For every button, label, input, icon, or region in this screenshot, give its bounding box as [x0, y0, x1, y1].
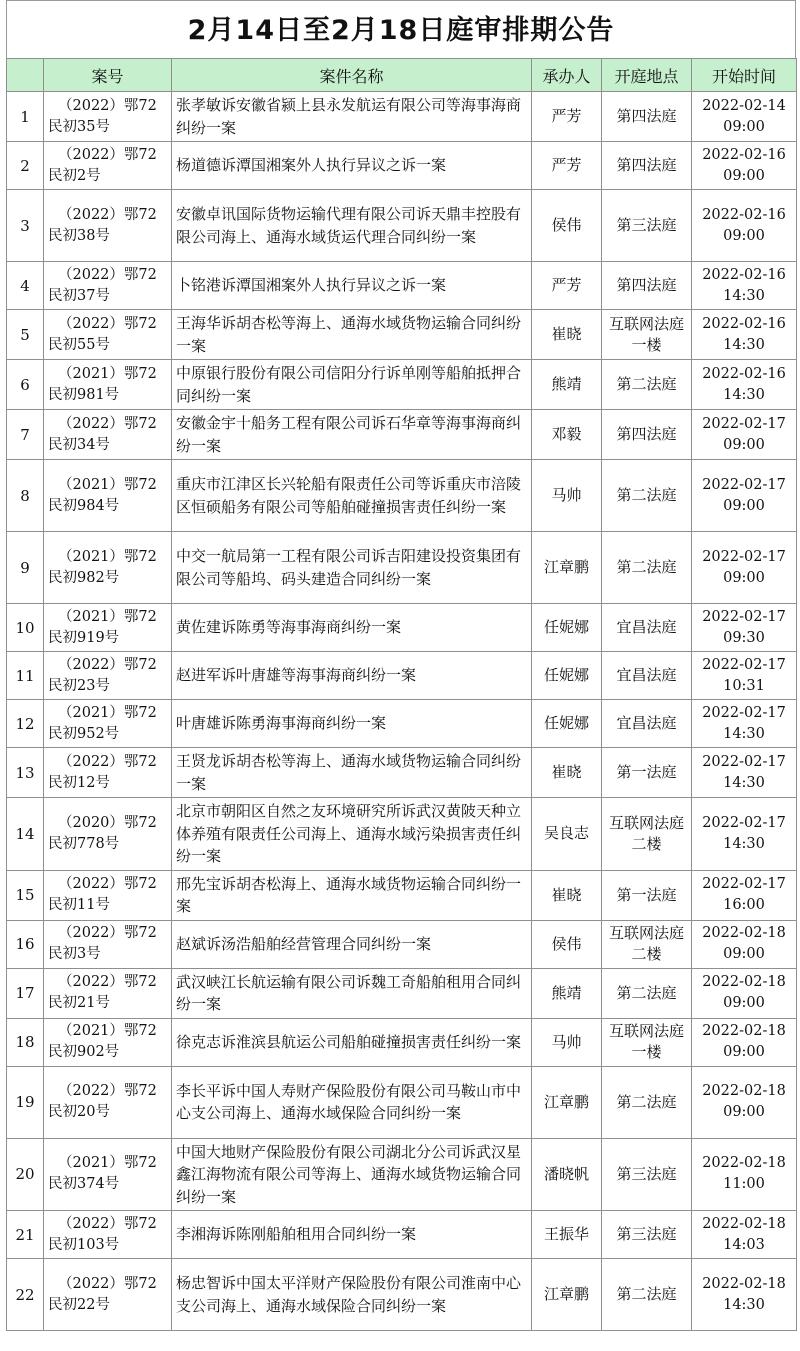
- court-room: 宜昌法庭: [602, 604, 692, 652]
- case-number: [44, 310, 172, 360]
- case-number: [44, 410, 172, 460]
- start-date: 2022-02-17: [702, 608, 786, 625]
- row-index: 21: [7, 1211, 44, 1259]
- start-clock: 09:30: [723, 629, 765, 646]
- case-number: [44, 968, 172, 1018]
- row-index: 8: [7, 460, 44, 532]
- court-room: 第三法庭: [602, 1211, 692, 1259]
- table-row: [7, 360, 797, 410]
- table-row: [7, 1018, 797, 1066]
- court-room: 第四法庭: [602, 92, 692, 142]
- court-room: 宜昌法庭: [602, 652, 692, 700]
- case-name: 安徽金宇十船务工程有限公司诉石华章等海事海商纠纷一案: [172, 410, 532, 460]
- start-clock: 09:00: [723, 167, 765, 184]
- case-number-year: （2022）鄂72: [58, 1215, 157, 1232]
- start-date: 2022-02-16: [702, 365, 786, 382]
- judge-name: 任妮娜: [532, 604, 602, 652]
- case-name: 李长平诉中国人寿财产保险股份有限公司马鞍山市中心支公司海上、通海水域保险合同纠纷一案: [172, 1066, 532, 1138]
- case-number-year: （2021）鄂72: [58, 365, 157, 382]
- table-row: [7, 920, 797, 968]
- start-date: 2022-02-14: [702, 97, 786, 114]
- case-name: 中原银行股份有限公司信阳分行诉单刚等船舶抵押合同纠纷一案: [172, 360, 532, 410]
- court-room: 第二法庭: [602, 968, 692, 1018]
- judge-name: 侯伟: [532, 920, 602, 968]
- start-time: [692, 532, 797, 604]
- row-index: 10: [7, 604, 44, 652]
- start-clock: 09:00: [723, 569, 765, 586]
- start-time: [692, 748, 797, 798]
- start-time: [692, 1211, 797, 1259]
- case-number: [44, 190, 172, 262]
- case-name: 北京市朝阳区自然之友环境研究所诉武汉黄陂天种立体养殖有限责任公司海上、通海水域污染损害责任纠纷一案: [172, 798, 532, 871]
- case-number: [44, 652, 172, 700]
- start-time: [692, 798, 797, 871]
- court-room: 第二法庭: [602, 1066, 692, 1138]
- case-number: [44, 798, 172, 871]
- row-index: 12: [7, 700, 44, 748]
- case-number-year: （2021）鄂72: [58, 608, 157, 625]
- court-room: 互联网法庭二楼: [602, 798, 692, 871]
- case-name: 黄佐建诉陈勇等海事海商纠纷一案: [172, 604, 532, 652]
- case-number-year: （2022）鄂72: [58, 1083, 157, 1099]
- start-clock: 14:03: [723, 1236, 765, 1253]
- start-clock: 09:00: [723, 995, 765, 1011]
- start-clock: 10:31: [723, 677, 765, 694]
- case-number-year: （2021）鄂72: [58, 548, 157, 565]
- case-number: [44, 920, 172, 968]
- hearing-schedule-table: [6, 58, 797, 1331]
- case-name: 重庆市江津区长兴轮船有限责任公司等诉重庆市涪陵区恒硕船务有限公司等船舶碰撞损害责任纠纷一案: [172, 460, 532, 532]
- case-name: 赵斌诉汤浩船舶经营管理合同纠纷一案: [172, 920, 532, 968]
- case-number: [44, 748, 172, 798]
- start-clock: 14:30: [723, 336, 765, 353]
- table-row: [7, 92, 797, 142]
- row-index: 5: [7, 310, 44, 360]
- judge-name: 江章鹏: [532, 1066, 602, 1138]
- start-time: [692, 1018, 797, 1066]
- case-number-id: 民初11号: [48, 897, 110, 913]
- case-number-id: 民初3号: [48, 946, 101, 962]
- case-number-id: 民初982号: [48, 569, 120, 586]
- case-name: 徐克志诉淮滨县航运公司船舶碰撞损害责任纠纷一案: [172, 1018, 532, 1066]
- court-room: 互联网法庭二楼: [602, 920, 692, 968]
- court-room: 第二法庭: [602, 1259, 692, 1331]
- table-row: [7, 410, 797, 460]
- case-number: [44, 1018, 172, 1066]
- case-number-id: 民初103号: [48, 1236, 120, 1253]
- case-number-year: （2022）鄂72: [58, 1275, 157, 1292]
- case-number-id: 民初23号: [48, 677, 110, 694]
- table-row: [7, 604, 797, 652]
- start-clock: 09:00: [723, 118, 765, 135]
- start-date: 2022-02-17: [702, 814, 786, 831]
- start-date: 2022-02-18: [702, 1083, 786, 1099]
- case-number-id: 民初984号: [48, 497, 120, 514]
- case-number-year: （2022）鄂72: [58, 925, 157, 941]
- table-row: [7, 968, 797, 1018]
- judge-name: 严芳: [532, 142, 602, 190]
- header-court: 开庭地点: [602, 59, 692, 92]
- judge-name: 严芳: [532, 262, 602, 310]
- judge-name: 熊靖: [532, 360, 602, 410]
- start-time: [692, 652, 797, 700]
- court-room: 互联网法庭一楼: [602, 1018, 692, 1066]
- case-number-year: （2022）鄂72: [58, 876, 157, 892]
- start-time: [692, 410, 797, 460]
- judge-name: 王振华: [532, 1211, 602, 1259]
- case-number: [44, 360, 172, 410]
- start-date: 2022-02-17: [702, 415, 786, 432]
- case-number: [44, 1066, 172, 1138]
- start-date: 2022-02-17: [702, 656, 786, 673]
- row-index: 1: [7, 92, 44, 142]
- header-judge: 承办人: [532, 59, 602, 92]
- case-name: 赵进军诉叶唐雄等海事海商纠纷一案: [172, 652, 532, 700]
- row-index: 17: [7, 968, 44, 1018]
- judge-name: 崔晓: [532, 748, 602, 798]
- case-number-id: 民初952号: [48, 725, 120, 742]
- row-index: 4: [7, 262, 44, 310]
- case-number-year: （2020）鄂72: [58, 814, 157, 831]
- header-case-number: 案号: [44, 59, 172, 92]
- row-index: 6: [7, 360, 44, 410]
- row-index: 19: [7, 1066, 44, 1138]
- case-name: 邢先宝诉胡杏松海上、通海水域货物运输合同纠纷一案: [172, 870, 532, 920]
- start-time: [692, 1259, 797, 1331]
- table-row: [7, 190, 797, 262]
- row-index: 9: [7, 532, 44, 604]
- judge-name: 马帅: [532, 1018, 602, 1066]
- start-time: [692, 1138, 797, 1211]
- case-number: [44, 92, 172, 142]
- judge-name: 潘晓帆: [532, 1138, 602, 1211]
- case-number-id: 民初55号: [48, 336, 110, 353]
- judge-name: 邓毅: [532, 410, 602, 460]
- judge-name: 江章鹏: [532, 532, 602, 604]
- case-number: [44, 1138, 172, 1211]
- start-clock: 09:00: [723, 1044, 765, 1060]
- start-clock: 09:00: [723, 436, 765, 453]
- case-name: 武汉峡江长航运输有限公司诉魏工奇船舶租用合同纠纷一案: [172, 968, 532, 1018]
- start-time: [692, 870, 797, 920]
- judge-name: 崔晓: [532, 310, 602, 360]
- page-title: 2月14日至2月18日庭审排期公告: [6, 0, 796, 58]
- start-clock: 16:00: [723, 897, 765, 913]
- header-case-name: 案件名称: [172, 59, 532, 92]
- case-name: 中国大地财产保险股份有限公司湖北分公司诉武汉星鑫江海物流有限公司等海上、通海水域货物运输合同纠纷一案: [172, 1138, 532, 1211]
- case-number-id: 民初778号: [48, 835, 120, 852]
- row-index: 15: [7, 870, 44, 920]
- case-number-year: （2022）鄂72: [58, 753, 157, 770]
- start-date: 2022-02-17: [702, 753, 786, 770]
- start-date: 2022-02-18: [702, 1155, 786, 1172]
- start-time: [692, 968, 797, 1018]
- row-index: 13: [7, 748, 44, 798]
- row-index: 20: [7, 1138, 44, 1211]
- case-number-year: （2021）鄂72: [58, 476, 157, 493]
- case-number-year: （2022）鄂72: [58, 266, 157, 283]
- case-number: [44, 262, 172, 310]
- case-name: 张孝敏诉安徽省颍上县永发航运有限公司等海事海商纠纷一案: [172, 92, 532, 142]
- start-date: 2022-02-18: [702, 974, 786, 990]
- start-date: 2022-02-16: [702, 266, 786, 283]
- case-number-id: 民初35号: [48, 118, 110, 135]
- row-index: 14: [7, 798, 44, 871]
- case-number-id: 民初981号: [48, 386, 120, 403]
- start-time: [692, 142, 797, 190]
- case-number-id: 民初2号: [48, 167, 101, 184]
- court-room: 第四法庭: [602, 262, 692, 310]
- start-date: 2022-02-17: [702, 876, 786, 892]
- row-index: 18: [7, 1018, 44, 1066]
- court-room: 第二法庭: [602, 532, 692, 604]
- row-index: 3: [7, 190, 44, 262]
- judge-name: 任妮娜: [532, 652, 602, 700]
- case-name: 叶唐雄诉陈勇海事海商纠纷一案: [172, 700, 532, 748]
- table-row: [7, 870, 797, 920]
- case-number-id: 民初37号: [48, 287, 110, 304]
- case-number: [44, 1259, 172, 1331]
- case-number-year: （2021）鄂72: [58, 1023, 157, 1039]
- start-date: 2022-02-17: [702, 548, 786, 565]
- start-date: 2022-02-18: [702, 925, 786, 941]
- judge-name: 马帅: [532, 460, 602, 532]
- row-index: 16: [7, 920, 44, 968]
- court-room: 宜昌法庭: [602, 700, 692, 748]
- table-row: [7, 142, 797, 190]
- case-number-id: 民初919号: [48, 629, 120, 646]
- court-room: 互联网法庭一楼: [602, 310, 692, 360]
- court-room: 第一法庭: [602, 870, 692, 920]
- case-number: [44, 142, 172, 190]
- start-clock: 14:30: [723, 835, 765, 852]
- case-name: 李湘海诉陈刚船舶租用合同纠纷一案: [172, 1211, 532, 1259]
- table-row: [7, 532, 797, 604]
- case-number-year: （2022）鄂72: [58, 97, 157, 114]
- court-room: 第三法庭: [602, 190, 692, 262]
- table-header-row: [7, 59, 797, 92]
- start-clock: 09:00: [723, 1104, 765, 1120]
- case-name: 安徽卓讯国际货物运输代理有限公司诉天鼎丰控股有限公司海上、通海水域货运代理合同纠纷一案: [172, 190, 532, 262]
- start-time: [692, 310, 797, 360]
- table-row: [7, 1066, 797, 1138]
- table-row: [7, 310, 797, 360]
- case-name: 王海华诉胡杏松等海上、通海水域货物运输合同纠纷一案: [172, 310, 532, 360]
- judge-name: 任妮娜: [532, 700, 602, 748]
- judge-name: 侯伟: [532, 190, 602, 262]
- start-time: [692, 1066, 797, 1138]
- case-name: 杨忠智诉中国太平洋财产保险股份有限公司淮南中心支公司海上、通海水域保险合同纠纷一案: [172, 1259, 532, 1331]
- case-number-id: 民初38号: [48, 227, 110, 244]
- case-number-year: （2022）鄂72: [58, 146, 157, 163]
- start-clock: 14:30: [723, 725, 765, 742]
- table-row: [7, 1211, 797, 1259]
- case-number-year: （2022）鄂72: [58, 206, 157, 223]
- case-number-id: 民初374号: [48, 1176, 120, 1193]
- start-clock: 14:30: [723, 1296, 765, 1313]
- court-room: 第四法庭: [602, 142, 692, 190]
- case-number: [44, 460, 172, 532]
- start-clock: 14:30: [723, 287, 765, 304]
- header-index: [7, 59, 44, 92]
- judge-name: 熊靖: [532, 968, 602, 1018]
- row-index: 2: [7, 142, 44, 190]
- table-row: [7, 1138, 797, 1211]
- start-clock: 14:30: [723, 774, 765, 791]
- case-number: [44, 870, 172, 920]
- case-number-id: 民初20号: [48, 1104, 110, 1120]
- start-clock: 11:00: [723, 1176, 765, 1193]
- case-name: 杨道德诉潭国湘案外人执行异议之诉一案: [172, 142, 532, 190]
- court-room: 第一法庭: [602, 748, 692, 798]
- case-number: [44, 700, 172, 748]
- start-time: [692, 262, 797, 310]
- case-name: 中交一航局第一工程有限公司诉吉阳建设投资集团有限公司等船坞、码头建造合同纠纷一案: [172, 532, 532, 604]
- start-date: 2022-02-18: [702, 1215, 786, 1232]
- start-time: [692, 460, 797, 532]
- judge-name: 崔晓: [532, 870, 602, 920]
- court-room: 第二法庭: [602, 360, 692, 410]
- start-time: [692, 700, 797, 748]
- case-number-id: 民初902号: [48, 1044, 120, 1060]
- start-date: 2022-02-16: [702, 206, 786, 223]
- case-number-year: （2022）鄂72: [58, 974, 157, 990]
- start-clock: 09:00: [723, 227, 765, 244]
- start-date: 2022-02-17: [702, 476, 786, 493]
- row-index: 22: [7, 1259, 44, 1331]
- case-number-id: 民初34号: [48, 436, 110, 453]
- case-number-year: （2022）鄂72: [58, 656, 157, 673]
- judge-name: 江章鹏: [532, 1259, 602, 1331]
- table-row: [7, 748, 797, 798]
- start-time: [692, 92, 797, 142]
- case-name: 王贤龙诉胡杏松等海上、通海水域货物运输合同纠纷一案: [172, 748, 532, 798]
- case-name: 卜铭港诉潭国湘案外人执行异议之诉一案: [172, 262, 532, 310]
- start-time: [692, 360, 797, 410]
- case-number: [44, 604, 172, 652]
- court-room: 第四法庭: [602, 410, 692, 460]
- row-index: 7: [7, 410, 44, 460]
- case-number-id: 民初12号: [48, 774, 110, 791]
- start-date: 2022-02-17: [702, 704, 786, 721]
- case-number-id: 民初21号: [48, 995, 110, 1011]
- judge-name: 严芳: [532, 92, 602, 142]
- table-row: [7, 798, 797, 871]
- table-row: [7, 460, 797, 532]
- start-date: 2022-02-16: [702, 315, 786, 332]
- case-number: [44, 1211, 172, 1259]
- case-number-year: （2021）鄂72: [58, 704, 157, 721]
- start-time: [692, 604, 797, 652]
- start-date: 2022-02-18: [702, 1023, 786, 1039]
- start-clock: 09:00: [723, 946, 765, 962]
- case-number-id: 民初22号: [48, 1296, 110, 1313]
- start-clock: 14:30: [723, 386, 765, 403]
- case-number: [44, 532, 172, 604]
- start-time: [692, 920, 797, 968]
- table-row: [7, 652, 797, 700]
- start-date: 2022-02-18: [702, 1275, 786, 1292]
- row-index: 11: [7, 652, 44, 700]
- case-number-year: （2021）鄂72: [58, 1155, 157, 1172]
- court-room: 第二法庭: [602, 460, 692, 532]
- table-row: [7, 1259, 797, 1331]
- case-number-year: （2022）鄂72: [58, 315, 157, 332]
- start-time: [692, 190, 797, 262]
- header-start-time: 开始时间: [692, 59, 797, 92]
- case-number-year: （2022）鄂72: [58, 415, 157, 432]
- start-clock: 09:00: [723, 497, 765, 514]
- start-date: 2022-02-16: [702, 146, 786, 163]
- table-row: [7, 262, 797, 310]
- court-room: 第三法庭: [602, 1138, 692, 1211]
- judge-name: 吴良志: [532, 798, 602, 871]
- table-row: [7, 700, 797, 748]
